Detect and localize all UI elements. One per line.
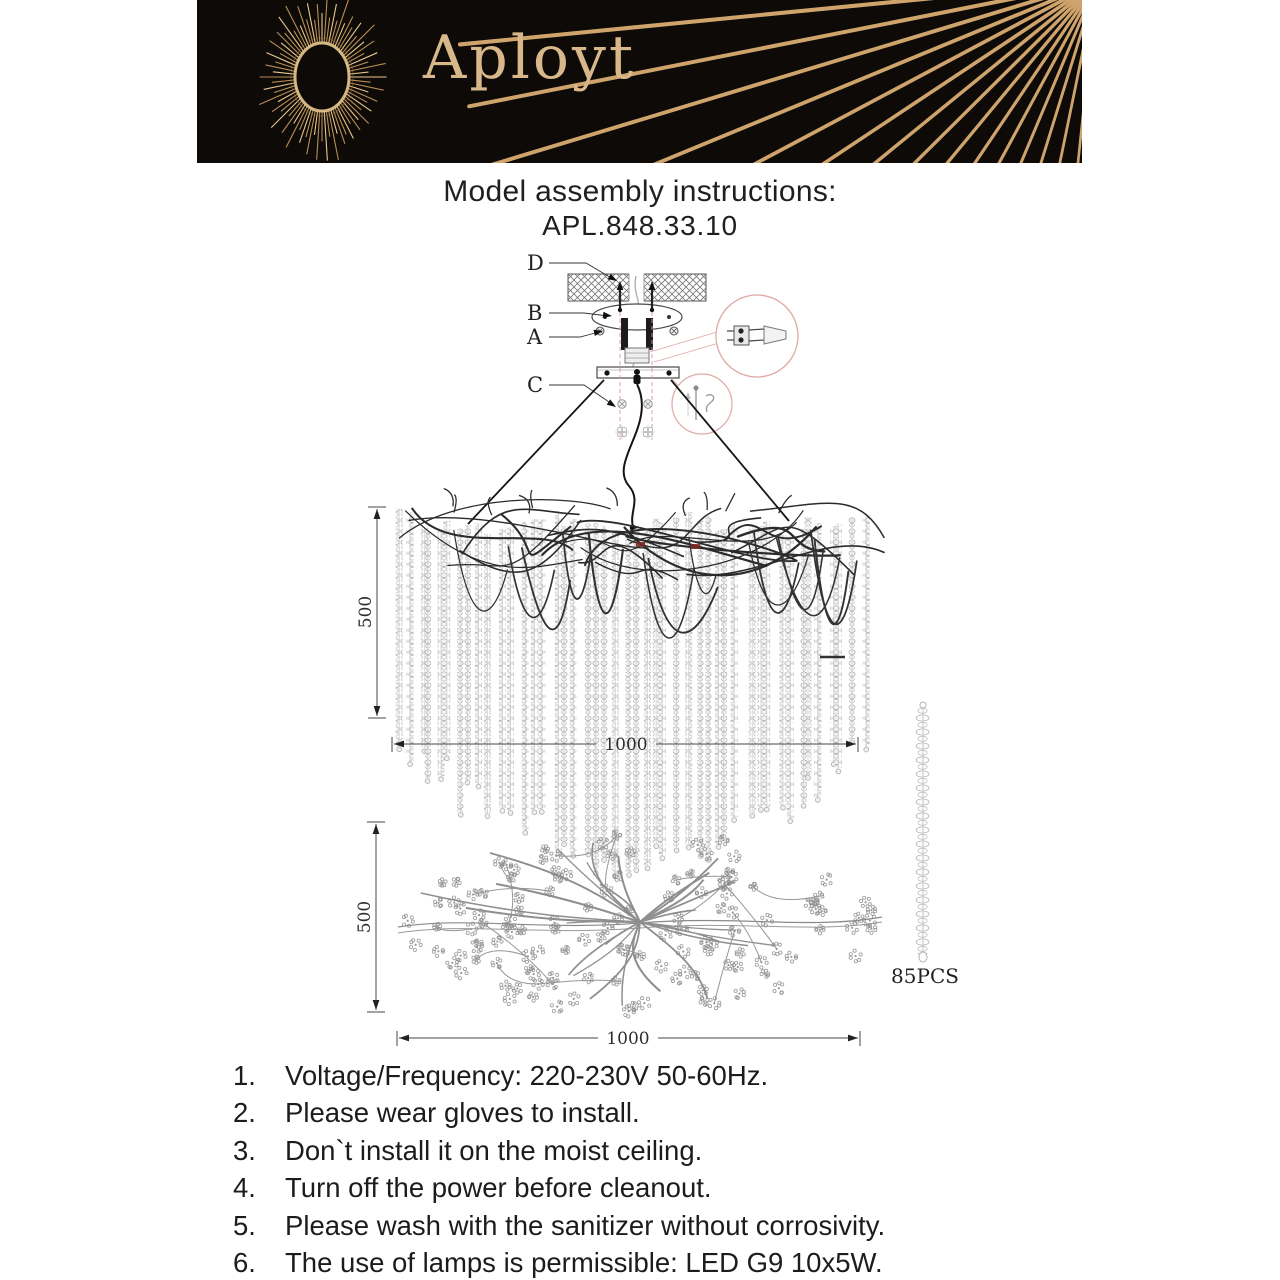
instruction-text: Turn off the power before cleanout. — [285, 1172, 712, 1204]
instruction-text: Voltage/Frequency: 220-230V 50-60Hz. — [285, 1060, 769, 1091]
instruction-text: The use of lamps is permissible: LED G9 10x5W. — [285, 1247, 883, 1279]
side-view-width-label: 1000 — [604, 735, 648, 755]
instruction-item — [233, 1057, 1063, 1094]
instruction-item — [233, 1244, 1063, 1280]
instruction-number: 1. — [233, 1060, 256, 1091]
part-label-b: B — [527, 301, 543, 325]
part-label-c: C — [527, 373, 544, 397]
side-view-height-label: 500 — [356, 595, 376, 629]
instruction-text: Please wear gloves to install. — [285, 1097, 640, 1129]
instruction-item — [233, 1094, 1063, 1131]
model-number: APL.848.33.10 — [542, 210, 738, 241]
page-title: Model assembly instructions: — [443, 175, 837, 208]
part-label-a: A — [527, 325, 543, 349]
instruction-number: 4. — [233, 1172, 256, 1204]
instruction-item — [233, 1169, 1063, 1206]
top-view-height-label: 500 — [355, 900, 375, 934]
instruction-number: 5. — [233, 1209, 256, 1241]
strand-count-label: 85PCS — [891, 964, 959, 988]
instruction-number: 2. — [233, 1097, 256, 1129]
instruction-text: Don`t install it on the moist ceiling. — [285, 1134, 703, 1166]
instruction-item — [233, 1207, 1063, 1244]
instruction-list — [233, 1057, 1063, 1280]
instruction-number: 6. — [233, 1247, 256, 1279]
instruction-number: 3. — [233, 1134, 256, 1166]
top-view-width-label: 1000 — [606, 1029, 650, 1049]
instruction-text: Please wash with the sanitizer without corrosivity. — [285, 1209, 886, 1241]
part-label-d: D — [527, 251, 544, 275]
instruction-item — [233, 1132, 1063, 1169]
brand-name: Aployt — [423, 23, 637, 93]
